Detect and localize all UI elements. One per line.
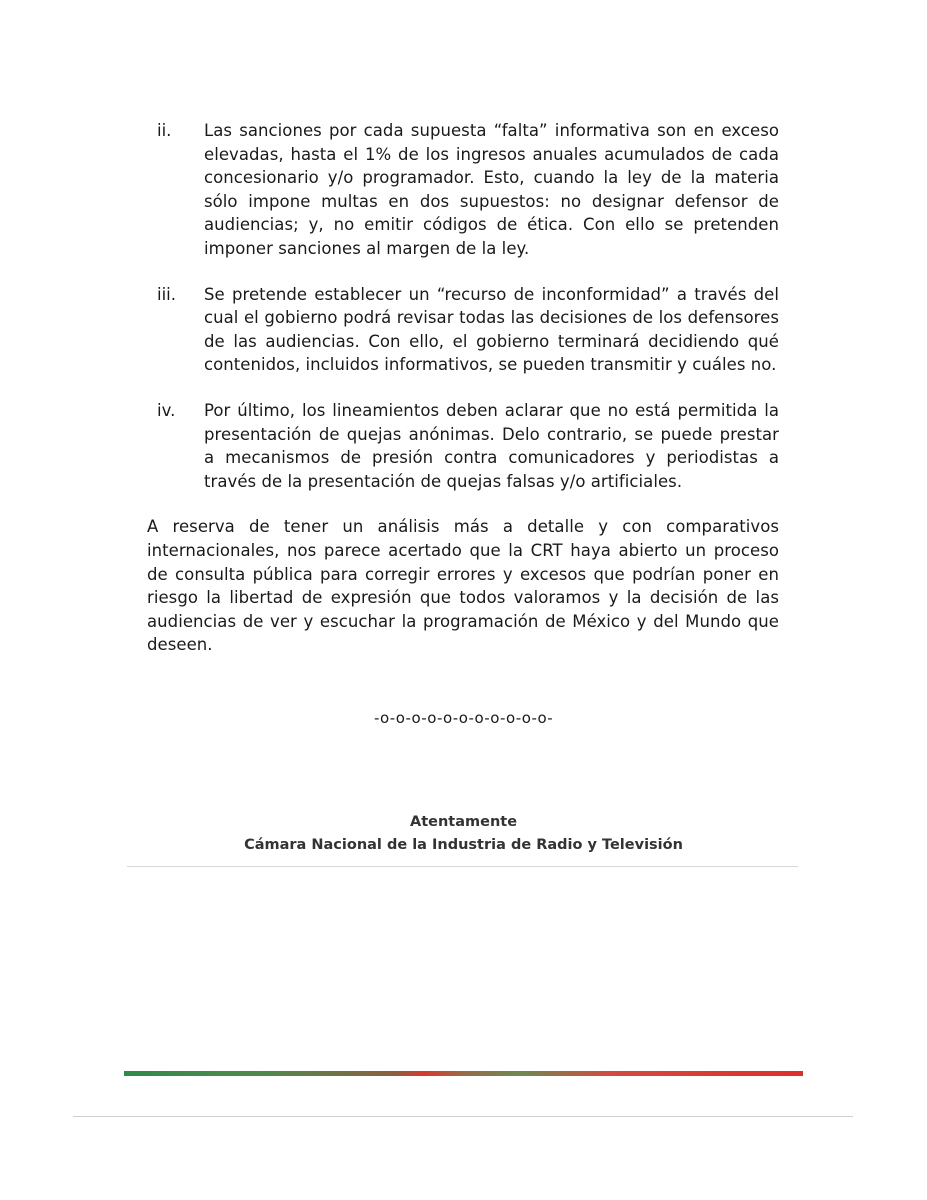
list-item xyxy=(147,399,779,493)
list-item xyxy=(147,283,779,377)
organization-name: Cámara Nacional de la Industria de Radio y Televisión xyxy=(244,837,683,853)
list-item xyxy=(147,119,779,261)
sign-off: Atentamente xyxy=(409,814,518,830)
list-item-text: Por último, los lineamientos deben aclarar que no está permitida la presentación de quejas anónimas. Delo contrario, se puede prestar a mecanismos de presión contra comunicadores y periodistas a través de la presentación de quejas falsas y/o artificiales. xyxy=(204,400,779,491)
footer-divider xyxy=(73,1116,853,1117)
list-marker: ii. xyxy=(157,121,172,140)
list-marker: iv. xyxy=(157,400,176,420)
list-item-text: Las sanciones por cada supuesta “falta” informativa son en exceso elevadas, hasta el 1% de los ingresos anuales acumulados de cada concesionario y/o programador. Esto, cuando la ley de la materia sólo impone multas en dos supuestos: no designar defensor de audiencias; y, no emitir códigos de ética. Con ello se pretenden imponer sanciones al margen de la ley. xyxy=(204,121,779,258)
section-separator: -o-o-o-o-o-o-o-o-o-o-o- xyxy=(374,709,553,727)
list-item-text: Se pretende establecer un “recurso de inconformidad” a través del cual el gobierno podrá revisar todas las decisiones de los defensores de las audiencias. Con ello, el gobierno terminará decidiendo qué contenidos, incluidos informativos, se pueden transmitir y cuáles no. xyxy=(204,284,779,375)
flag-color-bar xyxy=(124,1071,803,1076)
closing-paragraph: A reserva de tener un análisis más a detalle y con comparativos internacionales, nos parece acertado que la CRT haya abierto un proceso de consulta pública para corregir errores y excesos que podrían poner en riesgo la libertad de expresión que todos valoramos y la decisión de las audiencias de ver y escuchar la programación de México y del Mundo que deseen. xyxy=(147,517,779,655)
signature-divider xyxy=(127,866,798,867)
document-body xyxy=(147,119,779,657)
list-marker: iii. xyxy=(157,284,176,304)
